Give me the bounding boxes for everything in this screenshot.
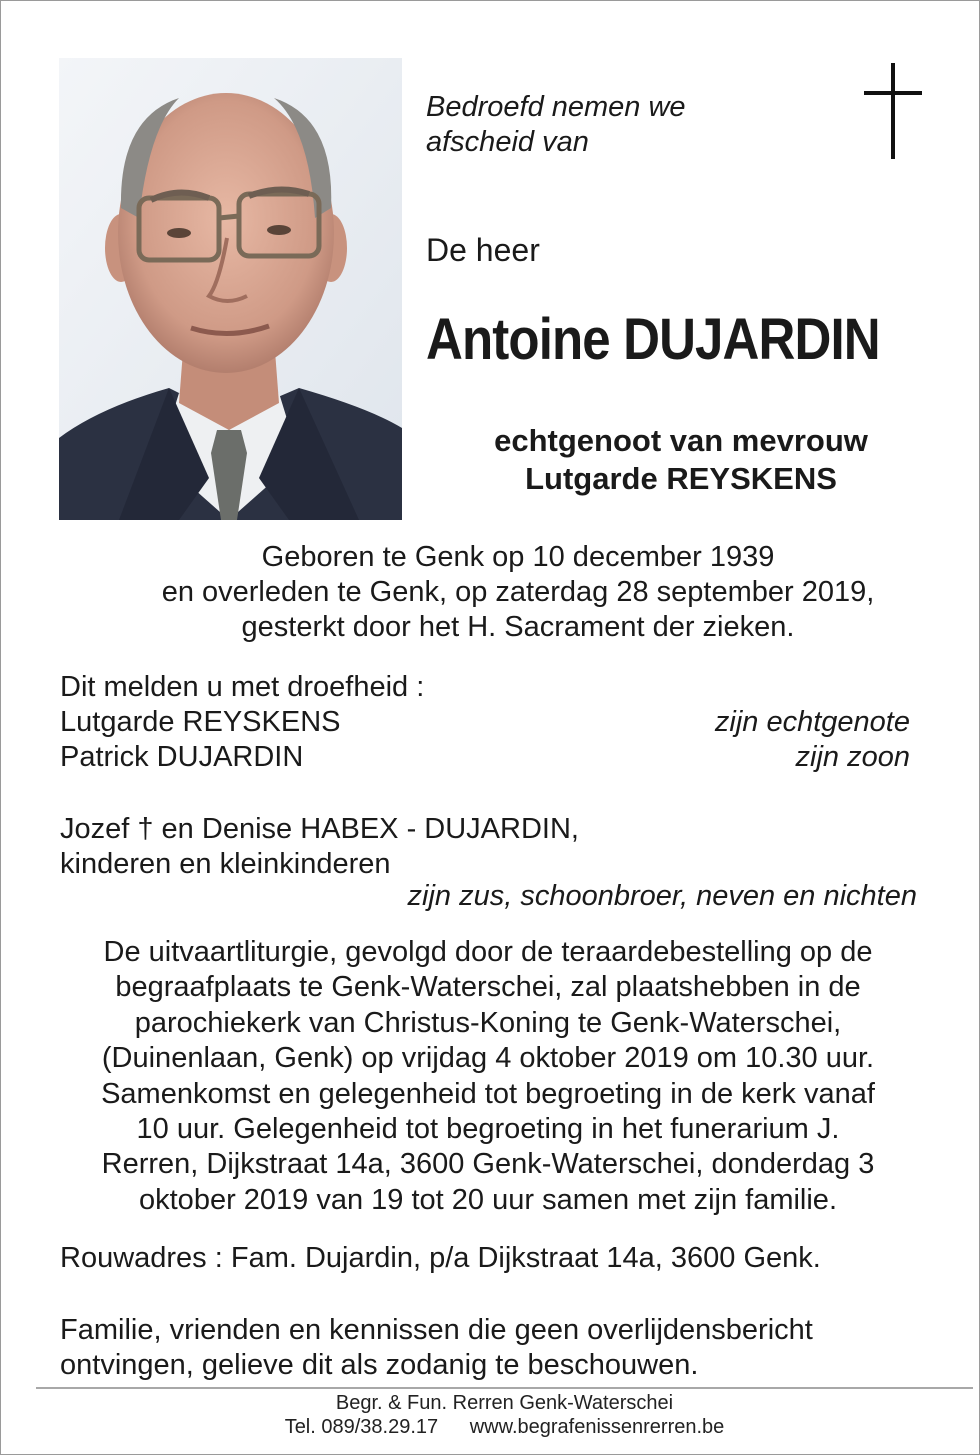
birth-death-info	[60, 540, 976, 645]
intro-text	[426, 90, 686, 160]
relative-row	[60, 705, 910, 740]
footer-divider	[36, 1387, 973, 1389]
liturgy-line: Samenkomst en gelegenheid tot begroeting in de kerk vanaf	[101, 1077, 875, 1110]
relative-relation: zijn zoon	[795, 741, 910, 773]
relative-relation: zijn echtgenote	[714, 706, 910, 738]
relative-row	[60, 740, 910, 775]
birth-line: Geboren te Genk op 10 december 1939	[261, 541, 775, 573]
liturgy-line: 10 uur. Gelegenheid tot begroeting in het funerarium J.	[136, 1113, 840, 1146]
liturgy-line: parochiekerk van Christus-Koning te Genk-Waterschei,	[134, 1006, 842, 1039]
website-link[interactable]: www.begrafenissenrerren.be	[469, 1416, 725, 1438]
notice-line: Familie, vrienden en kennissen die geen overlijdensbericht	[60, 1314, 813, 1346]
honorific: De heer	[426, 232, 540, 268]
relative-name: Patrick DUJARDIN	[60, 741, 304, 773]
footer-contact	[36, 1415, 973, 1439]
phone-number: Tel. 089/38.29.17	[284, 1416, 439, 1438]
liturgy-line: begraafplaats te Genk-Waterschei, zal plaatshebben in de	[115, 971, 861, 1004]
family-line: Jozef † en Denise HABEX - DUJARDIN,	[60, 813, 579, 845]
announcement-block	[60, 670, 910, 775]
mourning-address: Rouwadres : Fam. Dujardin, p/a Dijkstraat 14a, 3600 Genk.	[60, 1242, 821, 1274]
relative-name: Lutgarde REYSKENS	[60, 706, 341, 738]
intro-line: afscheid van	[426, 126, 589, 158]
sacrament-line: gesterkt door het H. Sacrament der zieken.	[241, 611, 795, 643]
announcement-intro: Dit melden u met droefheid :	[60, 671, 425, 703]
liturgy-line: oktober 2019 van 19 tot 20 uur samen met zijn familie.	[139, 1183, 837, 1216]
liturgy-line: (Duinenlaan, Genk) op vrijdag 4 oktober 2019 om 10.30 uur.	[101, 1042, 875, 1075]
portrait-photo	[59, 58, 402, 520]
spouse-line: echtgenoot van mevrouw	[494, 423, 868, 458]
family-relation: zijn zus, schoonbroer, neven en nichten	[407, 880, 917, 912]
deceased-name: Antoine DUJARDIN	[426, 307, 880, 372]
liturgy-line: Rerren, Dijkstraat 14a, 3600 Genk-Waterschei, donderdag 3	[101, 1148, 875, 1181]
cross-icon	[864, 63, 922, 159]
family-line: kinderen en kleinkinderen	[60, 848, 391, 880]
liturgy-info	[60, 935, 916, 1218]
spouse-block	[426, 422, 936, 498]
notice-line: ontvingen, gelieve dit als zodanig te beschouwen.	[60, 1349, 699, 1381]
liturgy-line: De uitvaartliturgie, gevolgd door de teraardebestelling op de	[103, 936, 873, 968]
funeral-company: Begr. & Fun. Rerren Genk-Waterschei	[335, 1392, 674, 1414]
notice-text	[60, 1313, 813, 1383]
footer	[36, 1391, 973, 1439]
spouse-name: Lutgarde REYSKENS	[525, 461, 837, 496]
extended-family	[60, 812, 579, 882]
intro-line: Bedroefd nemen we	[426, 91, 686, 123]
death-line: en overleden te Genk, op zaterdag 28 september 2019,	[161, 576, 875, 608]
